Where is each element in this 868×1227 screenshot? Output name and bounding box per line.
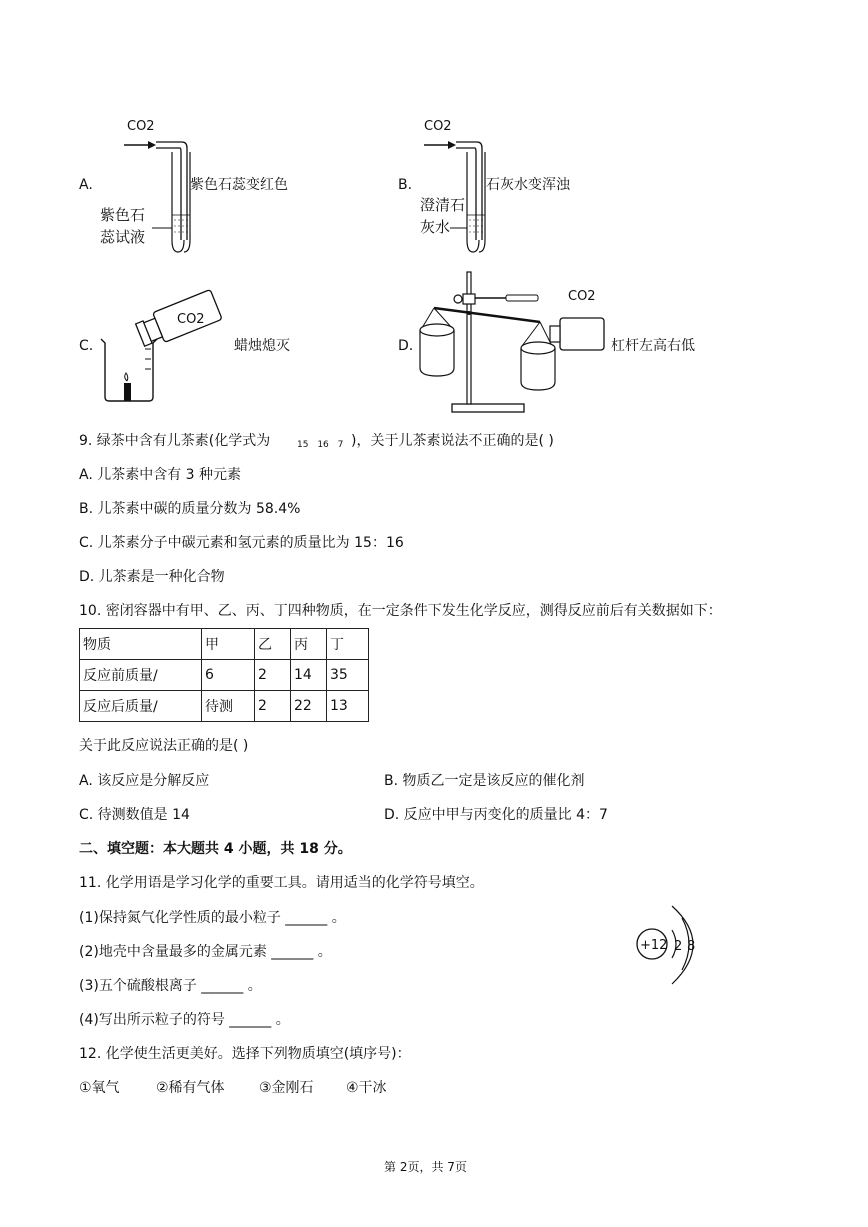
table-row: [80, 691, 369, 722]
table-cell: 14: [291, 660, 327, 691]
figure-d-result: 杠杆左高右低: [611, 338, 695, 354]
table-cell: 2: [255, 660, 291, 691]
gas-label: CO2: [424, 119, 452, 134]
q9-formula-subscripts: 15 16 7: [297, 440, 344, 450]
q12-choice-2: ②稀有气体: [156, 1080, 225, 1096]
figure-c-result: 蜡烛熄灭: [234, 338, 290, 354]
q11-item-4: (4)写出所示粒子的符号 ______ 。: [79, 1012, 290, 1028]
option-a-letter: A.: [79, 177, 93, 193]
nucleus-charge: +12: [640, 938, 668, 953]
table-cell: 2: [255, 691, 291, 722]
figure-d-lever-balance: [412, 268, 612, 416]
q10-question: 关于此反应说法正确的是( ): [79, 738, 249, 754]
q9-option-d: D. 儿茶素是一种化合物: [79, 569, 225, 585]
q12-choice-4: ④干冰: [346, 1080, 387, 1096]
table-cell: 丙: [291, 629, 327, 660]
q10-stem: 10. 密闭容器中有甲、乙、丙、丁四种物质，在一定条件下发生化学反应，测得反应前后有关数据如下：: [79, 603, 722, 619]
table-header-row: [80, 629, 369, 660]
q10-data-table: [79, 628, 369, 722]
side-label-line1: 澄清石: [420, 196, 466, 214]
table-cell: 甲: [202, 629, 255, 660]
table-cell: 反应后质量/: [80, 691, 202, 722]
q10-option-c: C. 待测数值是 14: [79, 807, 190, 823]
q12-choice-3: ③金刚石: [259, 1080, 314, 1096]
option-b-letter: B.: [398, 177, 413, 193]
atom-structure-diagram: [630, 900, 710, 990]
q12-stem: 12. 化学使生活更美好。选择下列物质填空(填序号)：: [79, 1046, 411, 1062]
q10-option-a: A. 该反应是分解反应: [79, 773, 210, 789]
q9-option-a: A. 儿茶素中含有 3 种元素: [79, 467, 242, 483]
table-cell: 待测: [202, 691, 255, 722]
q11-item-3: (3)五个硫酸根离子 ______ 。: [79, 978, 262, 994]
side-label-line2: 灰水: [420, 218, 451, 236]
side-label-line2: 蕊试液: [100, 228, 146, 246]
q9-option-c: C. 儿茶素分子中碳元素和氢元素的质量比为 15：16: [79, 535, 404, 551]
q11-stem: 11. 化学用语是学习化学的重要工具。请用适当的化学符号填空。: [79, 875, 484, 891]
q9-option-b: B. 儿茶素中碳的质量分数为 58.4%: [79, 501, 301, 517]
option-d-letter: D.: [398, 338, 414, 354]
table-cell: 22: [291, 691, 327, 722]
option-c-letter: C.: [79, 338, 94, 354]
table-cell: 6: [202, 660, 255, 691]
shell-2-electrons: 8: [687, 939, 696, 954]
table-cell: 物质: [80, 629, 202, 660]
table-cell: 乙: [255, 629, 291, 660]
q10-option-d: D. 反应中甲与丙变化的质量比 4：7: [384, 807, 608, 823]
q9-stem-end: )，关于儿茶素说法不正确的是( ): [351, 433, 554, 449]
gas-label: CO2: [177, 312, 205, 327]
side-label-line1: 紫色石: [100, 206, 146, 224]
q12-choice-1: ①氧气: [79, 1080, 120, 1096]
q11-item-2: (2)地壳中含量最多的金属元素 ______ 。: [79, 944, 332, 960]
gas-label: CO2: [127, 119, 155, 134]
section-heading: 二、填空题：本大题共 4 小题，共 18 分。: [79, 841, 352, 857]
q9-stem-start: 9. 绿茶中含有儿茶素(化学式为: [79, 433, 271, 449]
table-cell: 反应前质量/: [80, 660, 202, 691]
figure-a-result: 紫色石蕊变红色: [190, 177, 288, 193]
table-cell: 35: [327, 660, 369, 691]
q11-item-1: (1)保持氮气化学性质的最小粒子 ______ 。: [79, 910, 346, 926]
gas-label: CO2: [568, 289, 596, 304]
figure-b-result: 石灰水变浑浊: [486, 177, 570, 193]
table-cell: 丁: [327, 629, 369, 660]
shell-1-electrons: 2: [674, 939, 683, 954]
table-row: [80, 660, 369, 691]
figure-c-beaker-candle: [95, 283, 235, 405]
q10-option-b: B. 物质乙一定是该反应的催化剂: [384, 773, 585, 789]
table-cell: 13: [327, 691, 369, 722]
page-footer: 第 2页，共 7页: [384, 1160, 467, 1174]
